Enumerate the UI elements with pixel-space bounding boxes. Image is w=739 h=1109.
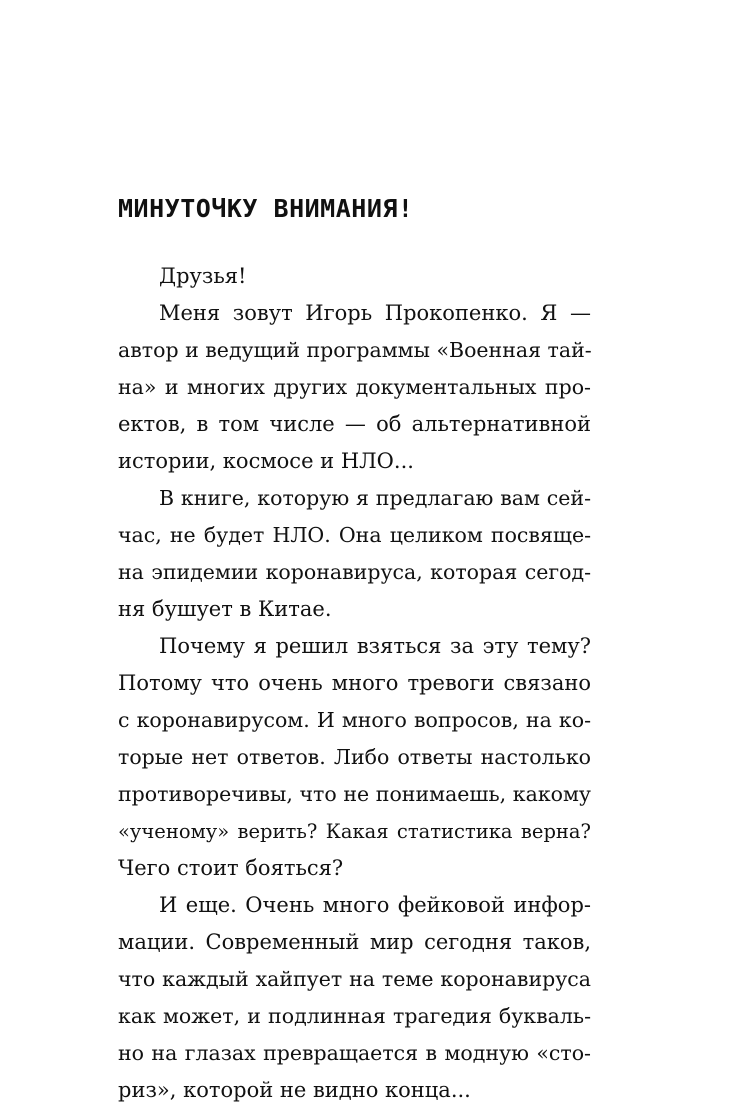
text-line: В книге, которую я предлагаю вам сей- xyxy=(159,486,591,510)
chapter-heading: МИНУТОЧКУ ВНИМАНИЯ! xyxy=(118,194,414,223)
text-line: ектов, в том числе — об альтернативной xyxy=(118,412,591,436)
text-line: И еще. Очень много фейковой инфор- xyxy=(159,893,591,917)
text-line: противоречивы, что не понимаешь, какому xyxy=(118,782,591,806)
text-line: Почему я решил взяться за эту тему? xyxy=(159,634,591,658)
text-line: на эпидемии коронавируса, которая сегод- xyxy=(118,560,591,584)
text-line: риз», которой не видно конца... xyxy=(118,1078,471,1102)
text-line: час, не будет НЛО. Она целиком посвяще- xyxy=(118,523,591,547)
text-line: Чего стоит бояться? xyxy=(118,856,344,880)
text-line: истории, космосе и НЛО... xyxy=(118,449,414,473)
text-line: как может, и подлинная трагедия букваль- xyxy=(118,1004,591,1028)
text-line: с коронавирусом. И много вопросов, на ко- xyxy=(118,708,591,732)
text-line: на» и многих других документальных про- xyxy=(118,375,591,399)
text-line: торые нет ответов. Либо ответы настолько xyxy=(118,745,591,769)
body-text xyxy=(118,258,591,1109)
text-line: Друзья! xyxy=(159,264,247,288)
text-line: Меня зовут Игорь Прокопенко. Я — xyxy=(159,301,591,325)
text-line: что каждый хайпует на теме коронавируса xyxy=(118,967,591,991)
text-line: Потому что очень много тревоги связано xyxy=(118,671,591,695)
text-line: но на глазах превращается в модную «сто- xyxy=(118,1041,591,1065)
text-line: автор и ведущий программы «Военная тай- xyxy=(118,338,592,362)
text-line: ня бушует в Китае. xyxy=(118,597,332,621)
text-line: «ученому» верить? Какая статистика верна? xyxy=(118,820,591,843)
text-line: мации. Современный мир сегодня таков, xyxy=(118,930,591,954)
